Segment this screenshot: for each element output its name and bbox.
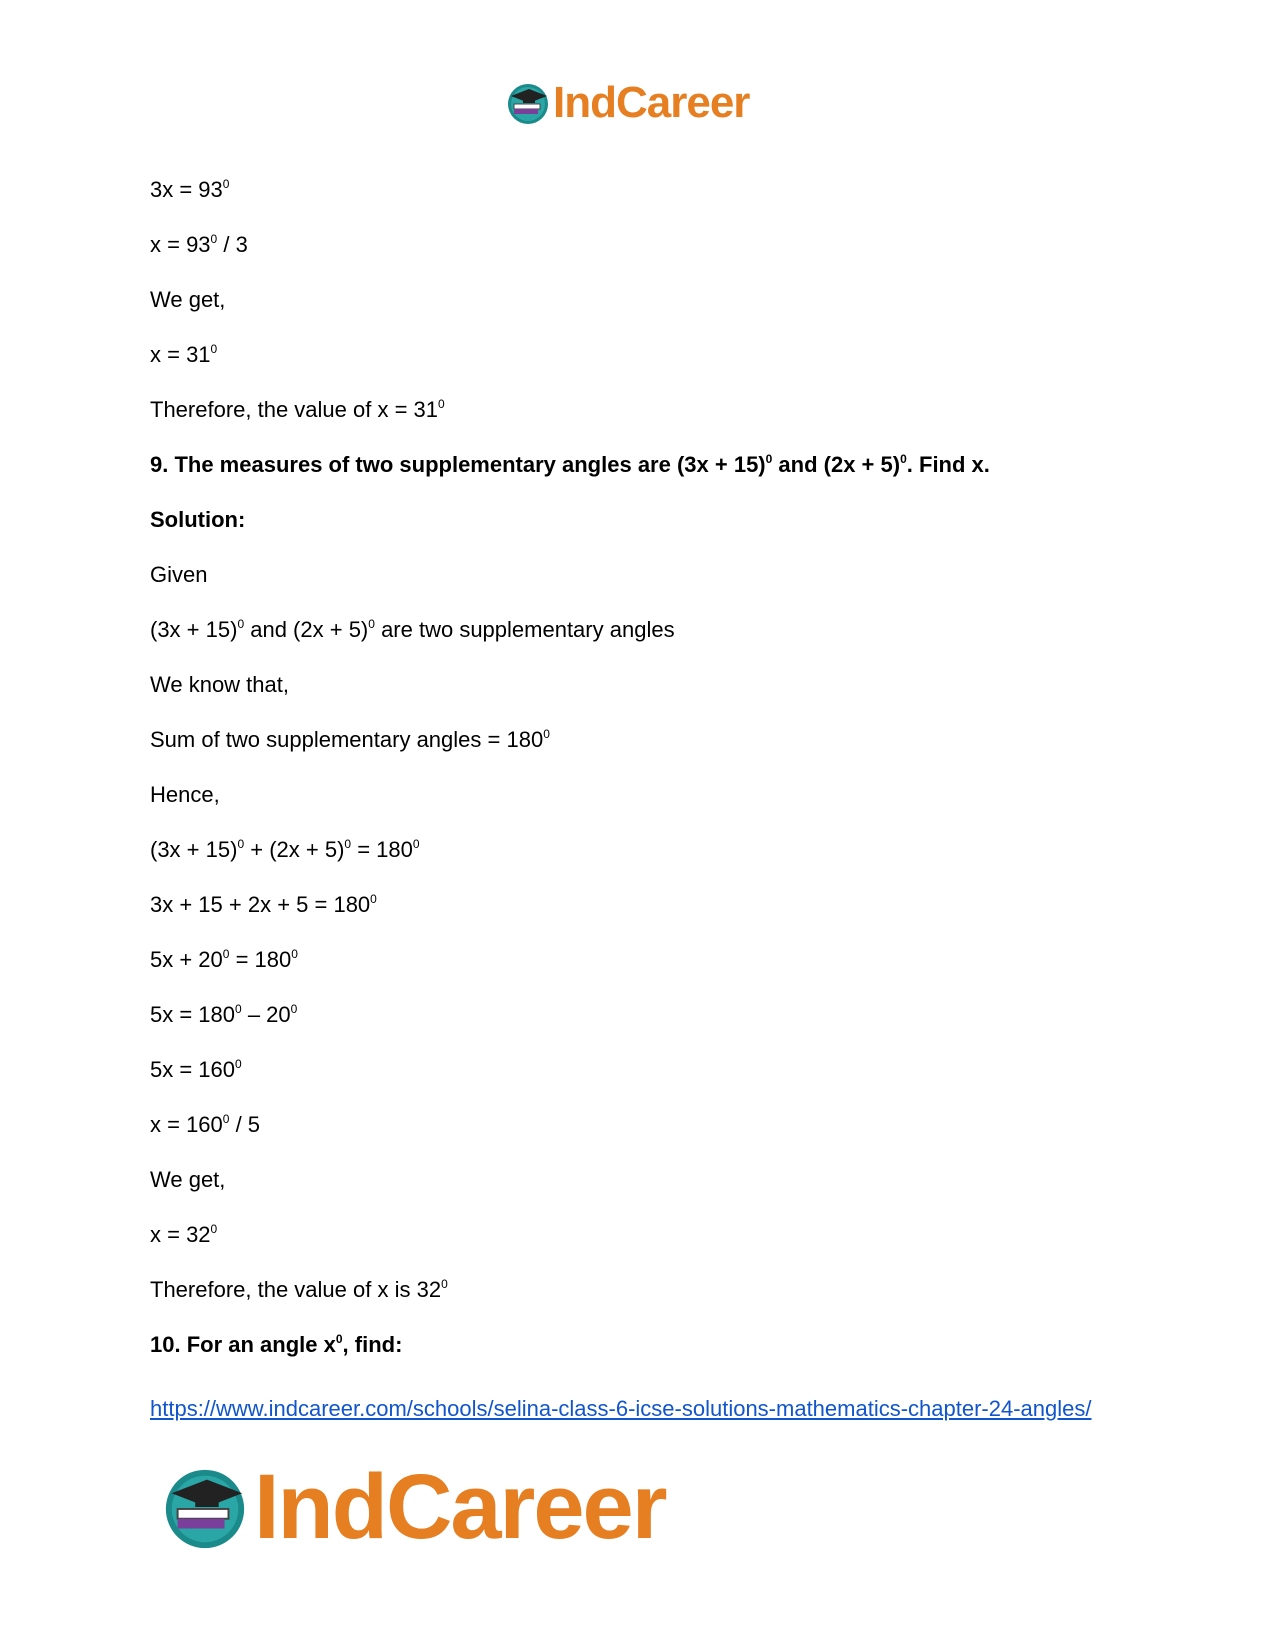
question-line [150,1325,1130,1380]
text-run: Solution: [150,507,246,532]
text-run: We get, [150,287,226,312]
text-run: Given [150,562,208,587]
source-link[interactable]: https://www.indcareer.com/schools/selina-class-6-icse-solutions-mathematics-chapter-24-angles/ [150,1396,1092,1421]
degree-superscript: 0 [222,177,230,191]
text-line [150,335,1130,390]
text-line [150,610,1130,665]
text-run: = 180 [351,837,413,862]
text-run: 5x = 160 [150,1057,236,1082]
text-run: 9. The measures of two supplementary angles are (3x + 15) [150,452,766,477]
text-run: (3x + 15) [150,617,238,642]
degree-superscript: 0 [237,837,245,851]
degree-superscript: 0 [222,1112,230,1126]
text-run: Therefore, the value of x = 31 [150,397,439,422]
text-run: 3x = 93 [150,177,223,202]
text-run: , find: [342,1332,403,1357]
text-line [150,225,1130,280]
text-run: are two supplementary angles [374,617,675,642]
text-run: . Find x. [906,452,990,477]
text-run: and (2x + 5) [244,617,369,642]
question-line [150,500,1130,555]
text-run: x = 93 [150,232,211,257]
logo-text: IndCareer [553,78,750,127]
degree-superscript: 0 [291,947,298,961]
degree-superscript: 0 [335,1332,343,1346]
text-line [150,940,1130,995]
text-line [150,555,1130,610]
text-run: – 20 [241,1002,291,1027]
text-line [150,170,1130,225]
degree-superscript: 0 [290,1002,298,1016]
text-run: / 3 [217,232,248,257]
text-run: x = 160 [150,1112,223,1137]
text-run: / 5 [229,1112,261,1137]
degree-superscript: 0 [210,342,218,356]
question-line [150,445,1130,500]
degree-superscript: 0 [543,727,550,741]
text-run: 5x + 20 [150,947,223,972]
degree-superscript: 0 [210,1222,218,1236]
text-run: x = 32 [150,1222,211,1247]
degree-superscript: 0 [235,1057,242,1071]
degree-superscript: 0 [370,892,377,906]
footer-logo [160,1456,666,1558]
degree-superscript: 0 [222,947,230,961]
degree-superscript: 0 [235,1002,242,1016]
text-line [150,280,1130,335]
text-run: 5x = 180 [150,1002,236,1027]
text-run: + (2x + 5) [244,837,345,862]
degree-superscript: 0 [368,617,375,631]
text-line [150,665,1130,720]
text-line [150,1215,1130,1270]
header-logo [505,80,749,126]
text-run: We get, [150,1167,226,1192]
text-run: = 180 [229,947,292,972]
degree-superscript: 0 [412,837,420,851]
solution-content [150,170,1130,1380]
text-line [150,1050,1130,1105]
graduation-book-icon [505,80,551,126]
graduation-book-icon [160,1462,250,1552]
degree-superscript: 0 [900,452,907,466]
text-line [150,830,1130,885]
text-line [150,995,1130,1050]
footer-link-block [150,1394,1140,1424]
degree-superscript: 0 [765,452,773,466]
text-line [150,390,1130,445]
degree-superscript: 0 [210,232,218,246]
text-run: 3x + 15 + 2x + 5 = 180 [150,892,371,917]
text-line [150,720,1130,775]
text-run: and (2x + 5) [772,452,901,477]
text-run: We know that, [150,672,289,697]
text-run: (3x + 15) [150,837,238,862]
text-line [150,1270,1130,1325]
text-run: Hence, [150,782,220,807]
degree-superscript: 0 [441,1277,448,1291]
degree-superscript: 0 [344,837,352,851]
text-run: Sum of two supplementary angles = 180 [150,727,544,752]
degree-superscript: 0 [438,397,445,411]
degree-superscript: 0 [237,617,245,631]
text-line [150,775,1130,830]
text-run: Therefore, the value of x is 32 [150,1277,442,1302]
text-run: 10. For an angle x [150,1332,336,1357]
text-run: x = 31 [150,342,211,367]
text-line [150,1105,1130,1160]
text-line [150,885,1130,940]
text-line [150,1160,1130,1215]
logo-text: IndCareer [254,1456,666,1558]
